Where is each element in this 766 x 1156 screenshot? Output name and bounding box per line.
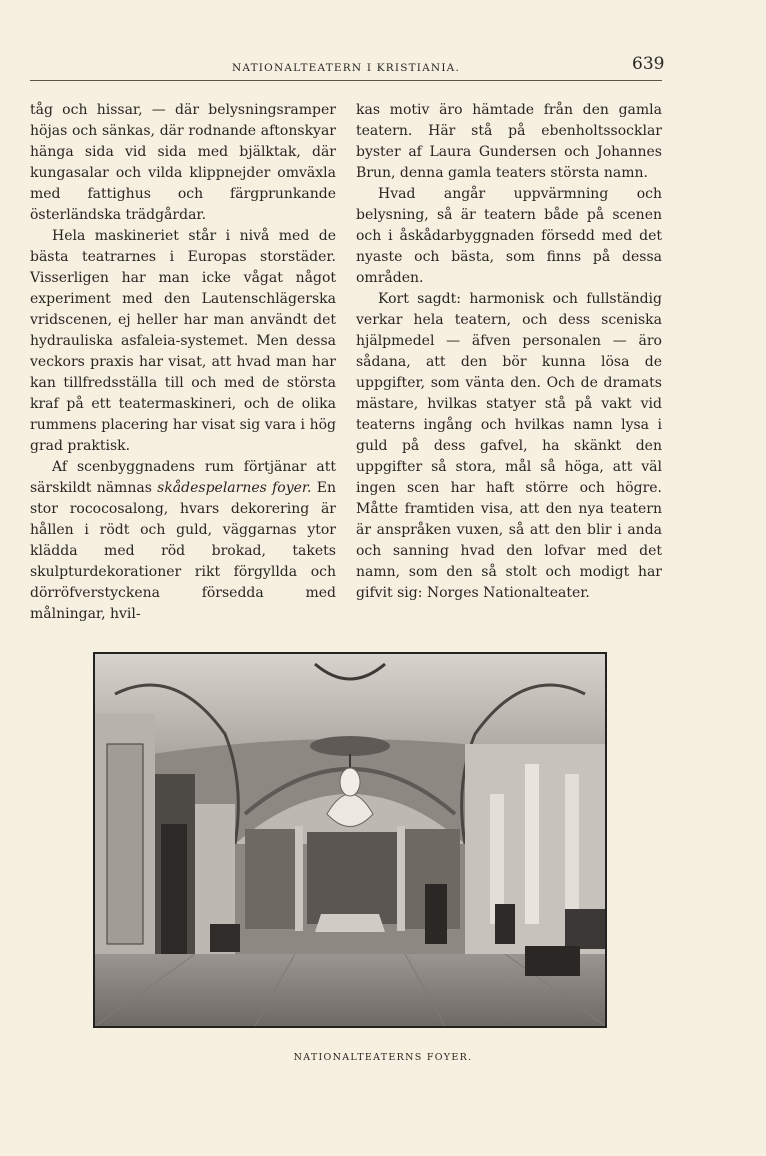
paragraph: Hvad angår uppvärmning och belysning, så är teatern både på scenen och i åskådarbyggnaden försedd med det nyaste och bästa, som finns på dessa områden.	[356, 186, 662, 286]
photo-caption: NATIONALTEATERNS FOYER.	[293, 1052, 473, 1063]
left-column	[30, 100, 336, 625]
header-rule	[30, 80, 662, 81]
foyer-photograph	[93, 652, 607, 1028]
italic-term: skådespelarnes foyer.	[157, 480, 312, 496]
paragraph	[30, 457, 336, 625]
page-number: 639	[632, 54, 665, 74]
paragraph: Hela maskineriet står i nivå med de bästa teatrarnes i Europas storstäder. Visserligen har man icke vågat något experiment med den Lautenschlägerska vridscenen, ej heller har man användt det hydrauliska asfaleia-systemet. Men dessa veckors praxis har visat, att hvad man har kan tillfredsställa till och med de största kraf på ett teatermaskineri, och de olika rummens placering har visat sig vara i hög grad praktisk.	[30, 228, 336, 454]
paragraph: kas motiv äro hämtade från den gamla teatern. Här stå på ebenholtssocklar byster af Laura Gundersen och Johannes Brun, denna gamla teaters största namn.	[356, 102, 662, 181]
paragraph: tåg och hissar, — där belysningsramper höjas och sänkas, där rodnande aftonskyar hänga sida vid sida med bjälktak, där kungasalar och vilda klippnejder omväxla med fattighus och färgprunkande österländska trädgårdar.	[30, 102, 336, 223]
text-run: Af scenbyggnadens rum förtjänar att särskildt nämnas	[30, 459, 336, 496]
text-run: En stor rococosalong, hvars dekorering är hållen i rödt och guld, väggarnas ytor klädda med röd brokad, takets skulpturdekorationer rikt förgyllda och dörröfverstyckena försedda med målningar, hvil-	[30, 480, 337, 622]
right-column	[356, 100, 662, 604]
foyer-illustration	[95, 654, 605, 1026]
paragraph: Kort sagdt: harmonisk och fullständig verkar hela teatern, och dess sceniska hjälpmedel — äfven personalen — äro sådana, att den bör kunna lösa de uppgifter, som vänta den. Och de dramats mästare, hvilkas statyer stå på vakt vid teaterns ingång och hvilkas namn lysa i guld på dess gafvel, ha skänkt den uppgifter så stora, mål så höga, att väl ingen scen har haft större och högre. Måtte framtiden visa, att den nya teatern är anspråken vuxen, så att den blir i anda och sanning hvad den lofvar med det namn, som den så stolt och modigt har gifvit sig: Norges Nationalteater.	[356, 291, 662, 601]
running-header: NATIONALTEATERN I KRISTIANIA.	[232, 62, 460, 74]
